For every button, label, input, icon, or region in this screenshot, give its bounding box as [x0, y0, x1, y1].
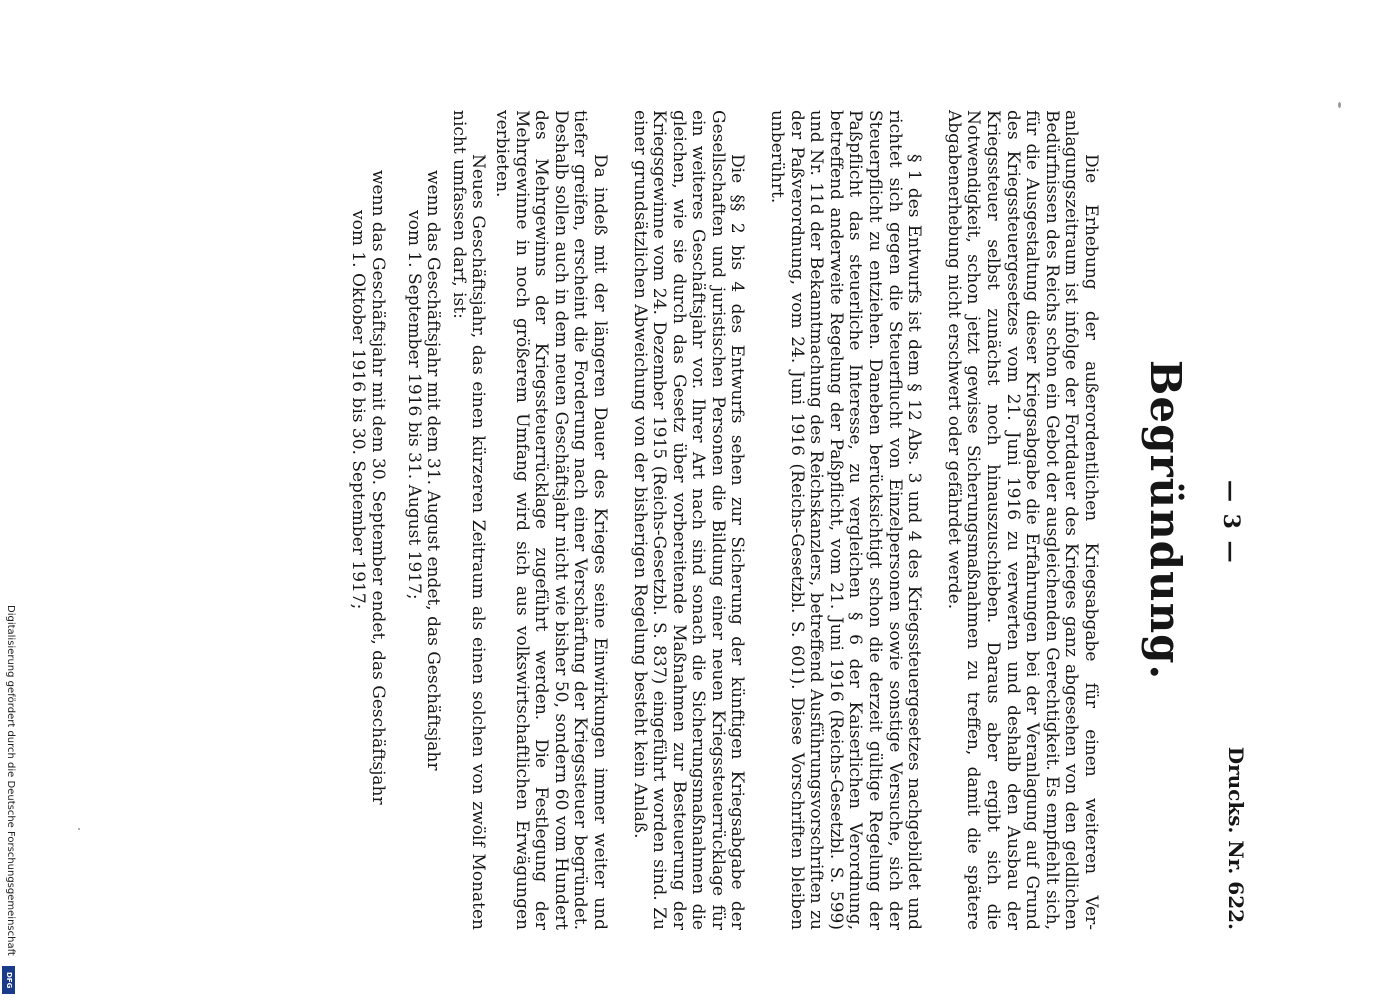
digitization-credit — [2, 0, 18, 1000]
scan-speck — [1338, 102, 1341, 108]
scan-speck — [78, 828, 80, 830]
paragraph: Neues Geschäftsjahr, das einen kürzeren Zeitraum als einen solchen von zwölf Monaten nicht umfassen darf, ist: — [448, 110, 489, 930]
print-reference: Drucks. Nr. 622. — [1224, 746, 1248, 930]
paragraph: Die Erhebung der außerordentlichen Kriegsabgabe für einen weiteren Veranlagungszeitraum ist infolge der Fortdauer des Krieges ganz abgesehen von den geldlichen Bedürfnissen des Reichs schon ein Gebot der ausgleichenden Gerechtigkeit. Es empfiehlt sich, für die Ausgestaltung dieser Kriegsabgabe die Erfahrungen bei der Veranlagung auf Grund des Kriegssteuergesetzes vom 21. Juni 1916 zu verwerten und deshalb den Ausbau der Kriegssteuer selbst zunächst noch hinauszuschieben. Daraus aber ergibt sich die Notwendigkeit, schon jetzt gewisse Sicherungsmaßnahmen zu treffen, damit die spätere Abgabenerhebung nicht erschwert oder gefährdet werde. — [943, 110, 1101, 930]
condition-line: vom 1. Oktober 1916 bis 30. September 1917; — [348, 210, 369, 610]
condition-item — [348, 110, 387, 930]
condition-line: vom 1. September 1916 bis 31. August 1917; — [403, 210, 424, 600]
document-page — [250, 110, 1250, 930]
document-body — [348, 110, 1100, 930]
condition-item — [403, 110, 442, 930]
paragraph: § 1 des Entwurfs ist dem § 12 Abs. 3 und 4 des Kriegssteuergesetzes nachgebildet und richtet sich gegen die Steuerflucht von Einzelpersonen sowie sonstige Versuche, sich der Steuerpflicht zu entziehen. Daneben berücksichtigt schon die derzeit gültige Regelung der Paßpflicht das steuerliche Interesse, zu vergleichen § 6 der Kaiserlichen Verordnung, betreffend anderweite Regelung der Paßpflicht, vom 21. Juni 1916 (Reichs-Gesetzbl. S. 599) und Nr. 11d der Bekanntmachung des Reichskanzlers, betreffend Ausführungsvorschriften zu der Paßverordnung, vom 24. Juni 1916 (Reichs-Gesetzbl. S. 601). Diese Vorschriften bleiben unberührt. — [767, 110, 925, 930]
page-number: — 3 — — [1218, 480, 1244, 565]
dfg-logo: DFG — [2, 966, 15, 994]
condition-line: wenn das Geschäftsjahr mit dem 30. September endet, das Geschäftsjahr — [368, 170, 388, 805]
paragraph: Da indeß mit der längeren Dauer des Krieges seine Einwirkungen immer weiter und tiefer greifen, erscheint die Forderung nach einer Verschärfung der Kriegssteuer begründet. Deshalb sollen auch in dem neuen Geschäftsjahr nicht wie bisher 50, sondern 60 vom Hundert des Mehrgewinns der Kriegssteuerrücklage zugeführt werden. Die Festlegung der Mehrgewinne in noch größerem Umfang wird sich aus volkswirtschaftlichen Erwägungen verbieten. — [491, 110, 610, 930]
paragraph: Die §§ 2 bis 4 des Entwurfs sehen zur Sicherung der künftigen Kriegsabgabe der Gesellschaften und juristischen Personen die Bildung einer neuen Kriegssteuerrücklage für ein weiteres Geschäftsjahr vor. Ihrer Art nach sind sonach die Sicherungsmaßnahmen die gleichen, wie sie durch das Gesetz über vorbereitende Maßnahmen zur Besteuerung der Kriegsgewinne vom 24. Dezember 1915 (Reichs-Gesetzbl. S. 837) eingeführt worden sind. Zu einer grundsätzlichen Abweichung von der bisherigen Regelung besteht kein Anlaß. — [629, 110, 748, 930]
condition-line: wenn das Geschäftsjahr mit dem 31. August endet, das Geschäftsjahr — [423, 170, 444, 771]
credit-text: Digitalisierung gefördert durch die Deutsche Forschungsgemeinschaft — [5, 605, 16, 956]
document-title: Begründung. — [1141, 359, 1190, 681]
page-header — [1210, 110, 1250, 930]
